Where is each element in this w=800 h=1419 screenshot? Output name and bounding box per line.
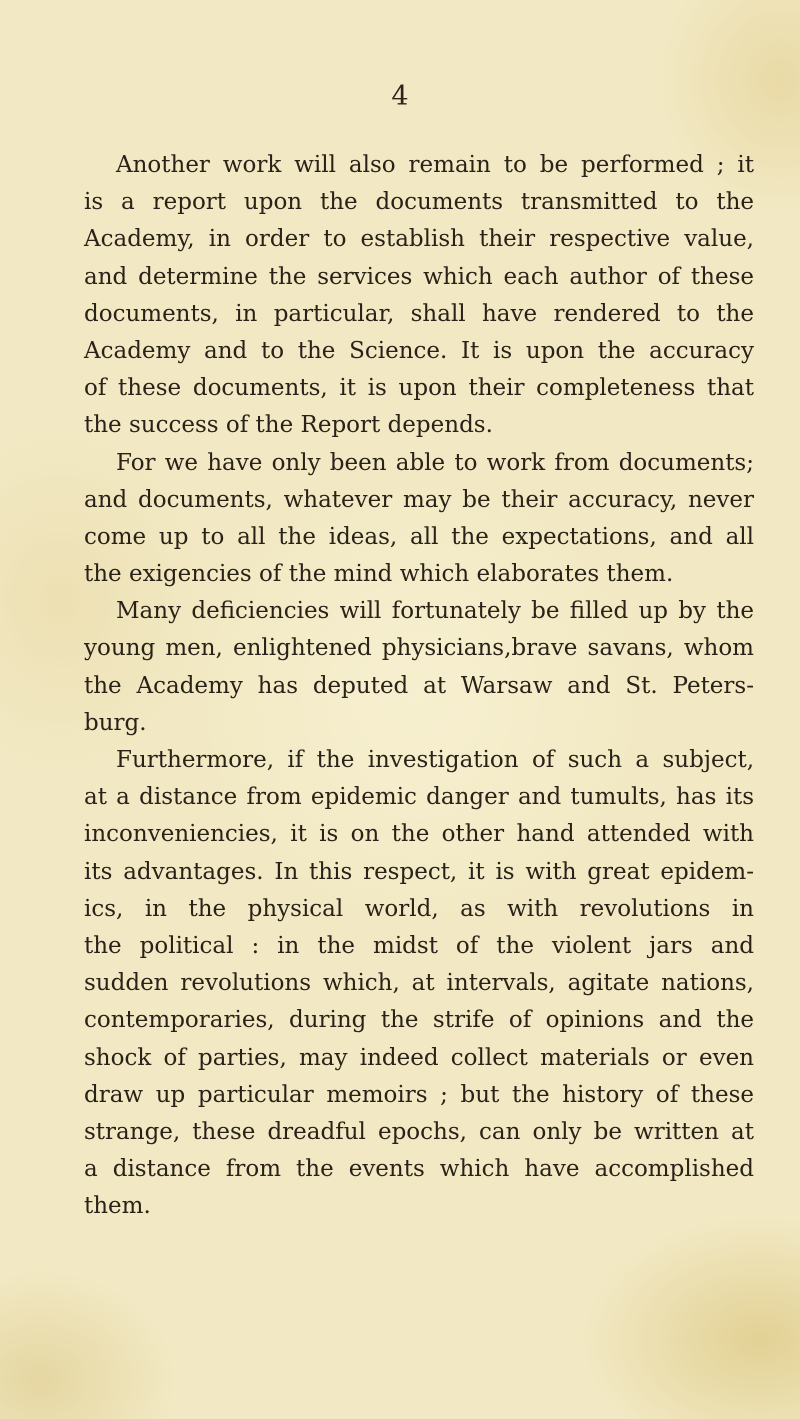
text-line: For we have only been able to work from documents; bbox=[116, 449, 754, 476]
text-line: of these documents, it is upon their completeness that bbox=[84, 375, 754, 402]
text-line: the success of the Report depends. bbox=[84, 412, 493, 439]
text-line: documents, in particular, shall have rendered to the bbox=[84, 300, 754, 327]
text-line: a distance from the events which have accomplished bbox=[84, 1156, 754, 1183]
text-line: burg. bbox=[84, 709, 147, 736]
text-line: and documents, whatever may be their accuracy, never bbox=[84, 486, 754, 513]
text-line: the political : in the midst of the violent jars and bbox=[84, 932, 754, 959]
text-line: draw up particular memoirs ; but the history of these bbox=[84, 1081, 754, 1108]
text-line: ics, in the physical world, as with revolutions in bbox=[84, 895, 754, 922]
text-line: inconveniencies, it is on the other hand attended with bbox=[84, 821, 754, 848]
text-line: contemporaries, during the strife of opinions and the bbox=[84, 1007, 754, 1034]
text-line: Academy, in order to establish their respective value, bbox=[84, 226, 754, 253]
text-line: is a report upon the documents transmitted to the bbox=[84, 189, 754, 216]
text-line: sudden revolutions which, at intervals, agitate nations, bbox=[84, 970, 754, 997]
text-line: Furthermore, if the investigation of such a subject, bbox=[116, 747, 754, 773]
text-line: come up to all the ideas, all the expectations, and all bbox=[84, 523, 754, 550]
text-line: the exigencies of the mind which elaborates them. bbox=[84, 561, 674, 588]
text-line: Another work will also remain to be performed ; it bbox=[116, 152, 754, 178]
text-line: young men, enlightened physicians,brave savans, whom bbox=[84, 635, 754, 662]
text-line: its advantages. In this respect, it is with great epidem- bbox=[84, 858, 754, 885]
text-line: strange, these dreadful epochs, can only be written at bbox=[84, 1118, 754, 1145]
text-line: shock of parties, may indeed collect materials or even bbox=[84, 1044, 754, 1071]
text-line: at a distance from epidemic danger and tumults, has its bbox=[84, 784, 754, 811]
page-number: 4 bbox=[391, 81, 409, 112]
text-line: Academy and to the Science. It is upon the accuracy bbox=[84, 337, 754, 364]
body-text bbox=[84, 147, 754, 1225]
text-line: the Academy has deputed at Warsaw and St. Peters- bbox=[84, 672, 754, 699]
text-line: them. bbox=[84, 1193, 151, 1220]
text-line: and determine the services which each author of these bbox=[84, 263, 754, 290]
text-line: Many deficiencies will fortunately be filled up by the bbox=[116, 598, 754, 625]
